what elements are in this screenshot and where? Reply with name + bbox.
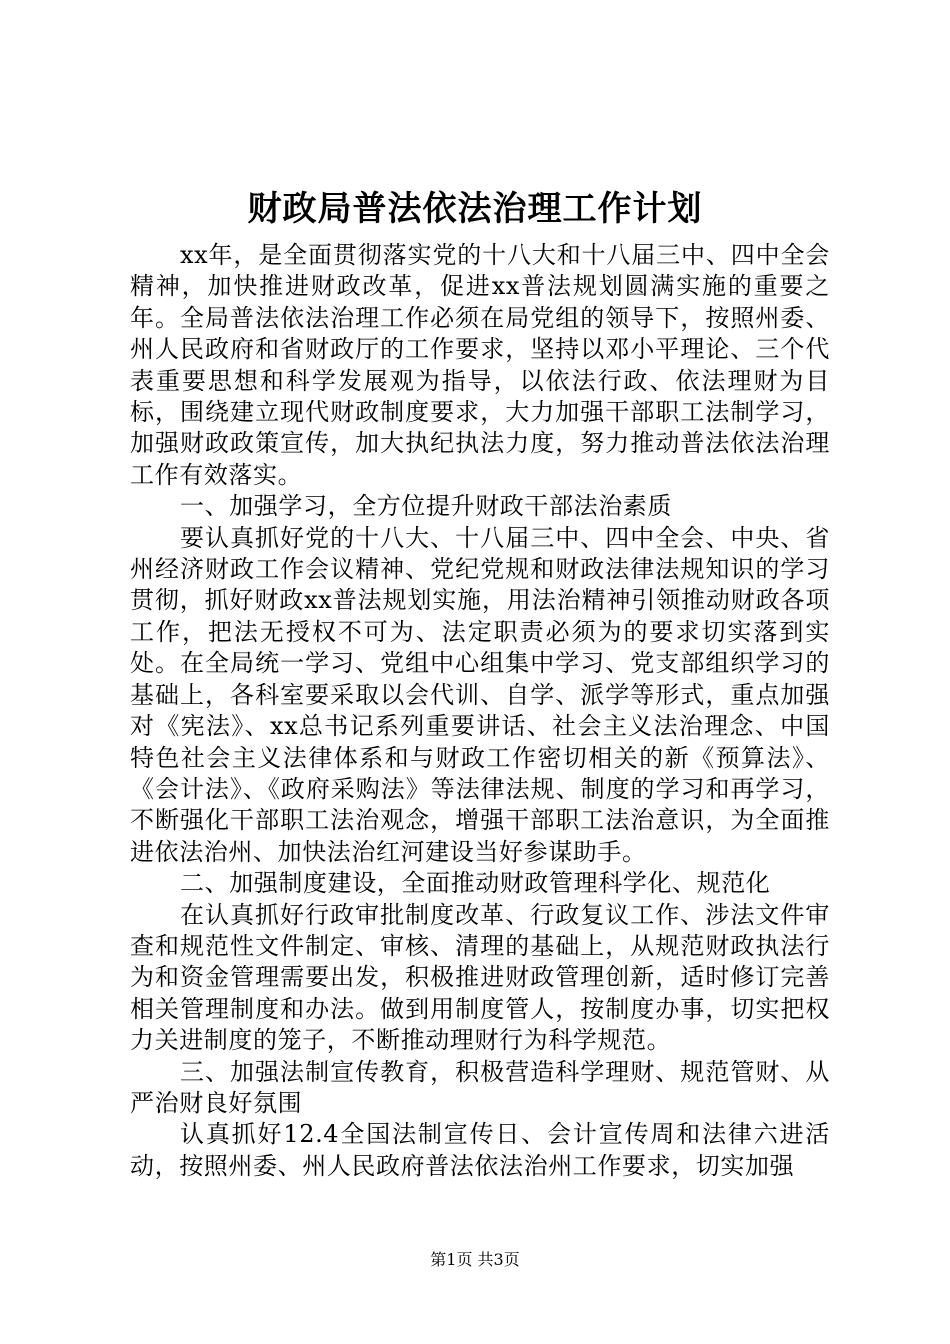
paragraph-section-2: 在认真抓好行政审批制度改革、行政复议工作、涉法文件审查和规范性文件制定、审核、清理的基础上，从规范财政执法行为和资金管理需要出发，积极推进财政管理创新，适时修订完善相关管理制度和办法。做到用制度管人，按制度办事，切实把权力关进制度的笼子，不断推动理财行为科学规范。 [130, 900, 830, 1055]
paragraph-section-1: 要认真抓好党的十八大、十八届三中、四中全会、中央、省州经济财政工作会议精神、党纪党规和财政法律法规知识的学习贯彻，抓好财政xx普法规划实施，用法治精神引领推动财政各项工作，把法无授权不可为、法定职责必须为的要求切实落到实处。在全局统一学习、党组中心组集中学习、党支部组织学习的基础上，各科室要采取以会代训、自学、派学等形式，重点加强对《宪法》、xx总书记系列重要讲话、社会主义法治理念、中国特色社会主义法律体系和与财政工作密切相关的新《预算法》、《会计法》、《政府采购法》等法律法规、制度的学习和再学习，不断强化干部职工法治观念，增强干部职工法治意识，为全面推进依法治州、加快法治红河建设当好参谋助手。 [130, 523, 830, 866]
document-body [130, 240, 830, 1182]
section-heading-1: 一、加强学习，全方位提升财政干部法治素质 [180, 492, 672, 521]
section-heading-2: 二、加强制度建设，全面推动财政管理科学化、规范化 [180, 869, 771, 898]
paragraph-intro: xx年，是全面贯彻落实党的十八大和十八届三中、四中全会精神，加快推进财政改革，促进xx普法规划圆满实施的重要之年。全局普法依法治理工作必须在局党组的领导下，按照州委、州人民政府和省财政厅的工作要求，坚持以邓小平理论、三个代表重要思想和科学发展观为指导，以依法行政、依法理财为目标，围绕建立现代财政制度要求，大力加强干部职工法制学习，加强财政政策宣传，加大执纪执法力度，努力推动普法依法治理工作有效落实。 [130, 241, 830, 489]
document-title: 财政局普法依法治理工作计划 [247, 189, 703, 229]
section-heading-3: 三、加强法制宣传教育，积极营造科学理财、规范管财、从严治财良好氛围 [130, 1057, 830, 1117]
paragraph-section-3: 认真抓好12.4全国法制宣传日、会计宣传周和法律六进活动，按照州委、州人民政府普法依法治州工作要求，切实加强 [130, 1120, 830, 1180]
page-footer: 第1页 共3页 [430, 1250, 520, 1269]
